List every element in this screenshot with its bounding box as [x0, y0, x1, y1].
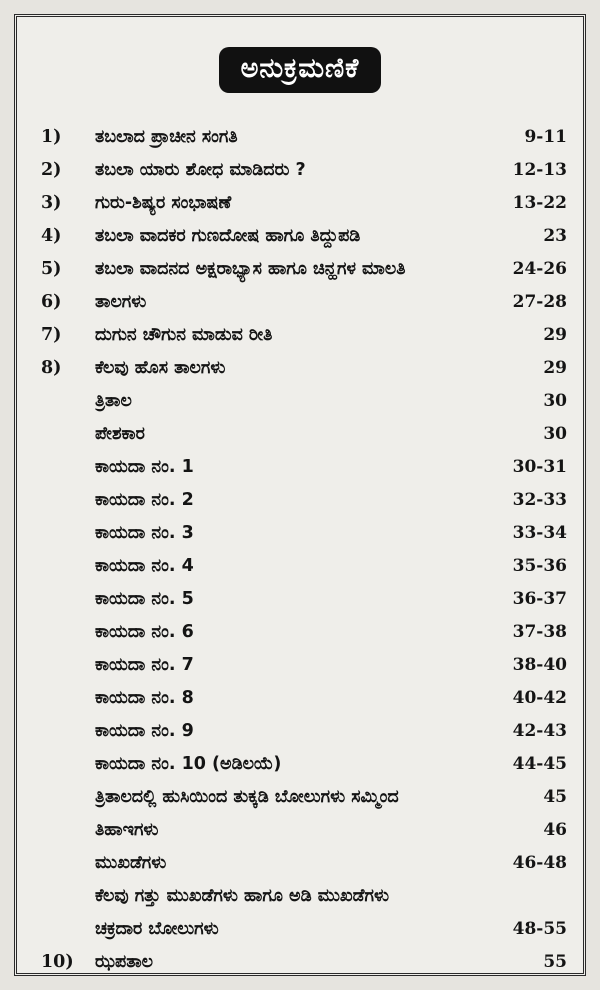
toc-row: [17, 814, 583, 847]
toc-row: [17, 319, 583, 352]
toc-item-title: ಝಪತಾಲ: [95, 952, 153, 972]
toc-item-pages: 30: [543, 424, 567, 444]
toc-row: [17, 913, 583, 946]
toc-item-title: ಕಾಯದಾ ನಂ. 2: [95, 490, 194, 510]
toc-item-pages: 45: [543, 787, 567, 807]
toc-row: [17, 616, 583, 649]
toc-item-pages: 48-55: [512, 919, 567, 939]
toc-item-title: ಮುಖಡೆಗಳು: [95, 853, 167, 873]
toc-item-title: ಕಾಯದಾ ನಂ. 8: [95, 688, 194, 708]
toc-item-pages: 40-42: [512, 688, 567, 708]
toc-item-title: ಕಾಯದಾ ನಂ. 9: [95, 721, 194, 741]
toc-item-number: 5): [41, 259, 62, 279]
toc-row: [17, 715, 583, 748]
toc-item-pages: 55: [543, 952, 567, 972]
toc-item-title: ಕೆಲವು ಹೊಸ ತಾಲಗಳು: [95, 358, 226, 378]
toc-row: [17, 286, 583, 319]
toc-row: [17, 121, 583, 154]
toc-item-pages: 33-34: [512, 523, 567, 543]
toc-item-pages: 29: [543, 325, 567, 345]
toc-item-number: 6): [41, 292, 62, 312]
toc-item-title: ತಬಲಾ ವಾದಕರ ಗುಣದೋಷ ಹಾಗೂ ತಿದ್ದುಪಡಿ: [95, 226, 361, 246]
toc-page: [14, 14, 586, 976]
toc-item-title: ಕಾಯದಾ ನಂ. 1: [95, 457, 194, 477]
toc-item-number: 4): [41, 226, 62, 246]
toc-item-pages: 29: [543, 358, 567, 378]
toc-item-title: ಪೇಶಕಾರ: [95, 424, 145, 444]
toc-item-pages: 9-11: [524, 127, 567, 147]
toc-item-title: ಕಾಯದಾ ನಂ. 5: [95, 589, 194, 609]
toc-item-pages: 38-40: [512, 655, 567, 675]
toc-item-number: 3): [41, 193, 62, 213]
toc-item-title: ತಬಲಾ ಯಾರು ಶೋಧ ಮಾಡಿದರು ?: [95, 160, 306, 180]
toc-item-title: ಕಾಯದಾ ನಂ. 10 (ಅಡಿಲಯೆ): [95, 754, 282, 774]
toc-row: [17, 352, 583, 385]
toc-row: [17, 451, 583, 484]
toc-item-number: 2): [41, 160, 62, 180]
toc-item-number: 10): [41, 952, 74, 972]
toc-row: [17, 385, 583, 418]
toc-item-pages: 36-37: [512, 589, 567, 609]
toc-item-title: ತಿಹಾಇಗಳು: [95, 820, 159, 840]
toc-row: [17, 748, 583, 781]
toc-row: [17, 880, 583, 913]
toc-row: [17, 220, 583, 253]
toc-row: [17, 550, 583, 583]
toc-item-pages: 46: [543, 820, 567, 840]
toc-item-pages: 37-38: [512, 622, 567, 642]
toc-row: [17, 187, 583, 220]
toc-row: [17, 946, 583, 979]
toc-item-pages: 23: [543, 226, 567, 246]
toc-item-pages: 35-36: [512, 556, 567, 576]
toc-item-title: ಕಾಯದಾ ನಂ. 3: [95, 523, 194, 543]
toc-item-number: 1): [41, 127, 62, 147]
heading-container: [17, 47, 583, 93]
toc-item-title: ತಾಲಗಳು: [95, 292, 147, 312]
toc-item-title: ಕಾಯದಾ ನಂ. 7: [95, 655, 194, 675]
toc-row: [17, 682, 583, 715]
toc-row: [17, 154, 583, 187]
toc-row: [17, 517, 583, 550]
toc-item-title: ತಬಲಾ ವಾದನದ ಅಕ್ಷರಾಭ್ಯಾಸ ಹಾಗೂ ಚಿನ್ಹಗಳ ಮಾಲತಿ: [95, 259, 406, 279]
toc-item-pages: 12-13: [512, 160, 567, 180]
toc-item-pages: 44-45: [512, 754, 567, 774]
toc-item-pages: 30: [543, 391, 567, 411]
toc-row: [17, 649, 583, 682]
toc-item-title: ಕಾಯದಾ ನಂ. 4: [95, 556, 194, 576]
toc-heading: ಅನುಕ್ರಮಣಿಕೆ: [219, 47, 382, 93]
toc-item-title: ಕೆಲವು ಗತ್ತು ಮುಖಡೆಗಳು ಹಾಗೂ ಅಡಿ ಮುಖಡೆಗಳು: [95, 886, 390, 906]
toc-item-pages: 24-26: [512, 259, 567, 279]
toc-item-pages: 32-33: [512, 490, 567, 510]
toc-item-pages: 42-43: [512, 721, 567, 741]
toc-item-pages: 13-22: [512, 193, 567, 213]
toc-item-pages: 46-48: [512, 853, 567, 873]
toc-row: [17, 583, 583, 616]
toc-item-title: ತಬಲಾದ ಪ್ರಾಚೀನ ಸಂಗತಿ: [95, 127, 238, 147]
toc-item-title: ದುಗುನ ಚೌಗುನ ಮಾಡುವ ರೀತಿ: [95, 325, 273, 345]
toc-item-title: ತ್ರಿತಾಲ: [95, 391, 132, 411]
toc-item-title: ತ್ರಿತಾಲದಲ್ಲಿ ಹುಸಿಯಿಂದ ತುಕ್ಕಡಿ ಬೋಲುಗಳು ಸಮ್ಮಿಂದ: [95, 787, 399, 807]
toc-row: [17, 484, 583, 517]
toc-item-pages: 30-31: [512, 457, 567, 477]
toc-row: [17, 847, 583, 880]
toc-row: [17, 781, 583, 814]
toc-item-number: 7): [41, 325, 62, 345]
toc-row: [17, 253, 583, 286]
toc-item-title: ಗುರು-ಶಿಷ್ಯರ ಸಂಭಾಷಣೆ: [95, 193, 232, 213]
toc-item-title: ಕಾಯದಾ ನಂ. 6: [95, 622, 194, 642]
toc-item-number: 8): [41, 358, 62, 378]
toc-row: [17, 418, 583, 451]
toc-list: [17, 121, 583, 979]
toc-item-title: ಚಕ್ರದಾರ ಬೋಲುಗಳು: [95, 919, 219, 939]
toc-item-pages: 27-28: [512, 292, 567, 312]
